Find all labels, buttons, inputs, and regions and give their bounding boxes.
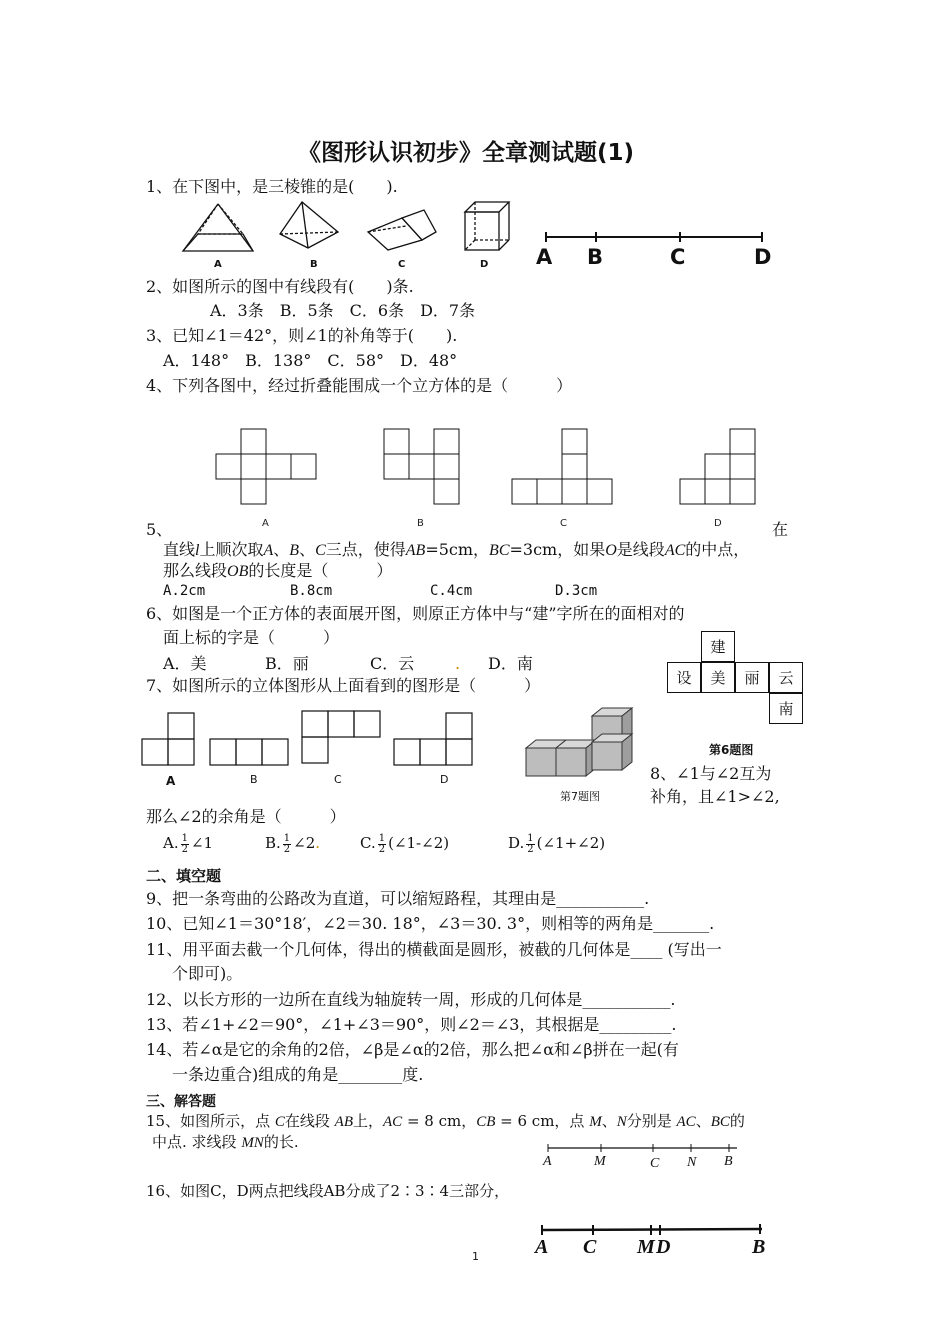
q5-var-ab: AB — [405, 542, 426, 559]
q5-text: 直线 — [163, 540, 196, 559]
q5-option-d: D.3cm — [555, 583, 598, 599]
option-letter: C. — [360, 834, 376, 852]
option-expr: ∠1 — [190, 834, 214, 852]
q4-cube-nets — [212, 428, 772, 508]
fraction-numerator: 1 — [283, 832, 291, 844]
q2-point-b: B — [587, 245, 604, 269]
option-letter: D. — [508, 834, 525, 852]
fraction-half — [283, 834, 291, 855]
section-2-heading: 二、填空题 — [146, 867, 222, 885]
view-a — [142, 713, 194, 765]
q16-point-b: B — [752, 1236, 766, 1258]
fraction-denominator: 2 — [527, 843, 534, 855]
q4-label-b: B — [417, 518, 424, 529]
question-4: 4、下列各图中，经过折叠能围成一个立方体的是（ ） — [146, 376, 573, 395]
figure-prism-c — [368, 210, 436, 250]
q5-text: 、 — [299, 540, 316, 559]
q4-label-a: A — [262, 518, 269, 529]
q7-label-a: A — [166, 774, 176, 788]
question-8-line3: 那么∠2的余角是（ ） — [146, 807, 346, 826]
fraction-numerator: 1 — [181, 832, 188, 844]
view-b — [210, 739, 288, 765]
q6-option-d: D．南 — [488, 654, 533, 673]
q2-point-c: C — [670, 245, 686, 269]
question-15-line1 — [146, 1111, 745, 1132]
question-7: 7、如图所示的立体图形从上面看到的图形是（ ） — [146, 676, 541, 695]
q5-var-bc: BC — [489, 542, 510, 559]
q6-option-a: A．美 — [163, 654, 207, 673]
q5-var-ob: OB — [227, 563, 249, 580]
q7-label-d: D — [440, 773, 449, 786]
net-cell-yun: 云 — [769, 662, 803, 693]
q1-label-a: A — [214, 259, 222, 270]
net-a — [216, 429, 316, 504]
option-letter: A. — [163, 834, 179, 852]
q5-option-a: A.2cm — [163, 583, 206, 599]
question-15-line2 — [152, 1132, 299, 1153]
net-d — [680, 429, 755, 504]
q15-text: 中点. 求线段 — [152, 1133, 242, 1151]
fraction-half — [378, 834, 386, 855]
net-c — [512, 429, 612, 504]
q15-text: 的长. — [263, 1133, 299, 1151]
q15-text: 、 — [601, 1112, 617, 1130]
q5-option-b: B.8cm — [290, 583, 333, 599]
fraction-denominator: 2 — [378, 843, 386, 855]
q15-point-c: C — [650, 1156, 660, 1171]
q15-text: 的 — [729, 1112, 745, 1130]
q15-var: C — [274, 1114, 285, 1130]
q4-label-d: D — [714, 518, 722, 529]
q15-var: AC — [676, 1114, 696, 1130]
q16-point-c: C — [583, 1236, 597, 1258]
q1-label-d: D — [480, 259, 489, 270]
q2-point-a: A — [536, 245, 553, 269]
q15-text: = 8 cm， — [402, 1112, 477, 1130]
stray-dot: . — [315, 834, 321, 852]
q1-label-b: B — [310, 259, 318, 270]
page-title: 《图形认识初步》全章测试题(1) — [298, 140, 635, 166]
q5-text: 、 — [273, 540, 290, 559]
q5-number: 5、 — [146, 520, 173, 539]
q15-text: 、 — [695, 1112, 711, 1130]
option-expr: (∠1+∠2) — [536, 834, 606, 852]
q5-option-c: C.4cm — [430, 583, 473, 599]
question-6-line2: 面上标的字是（ ） — [163, 628, 340, 647]
q5-var-a: A — [263, 542, 274, 559]
question-8-line2: 补角，且∠1>∠2, — [650, 787, 780, 806]
fraction-denominator: 2 — [181, 843, 188, 855]
q1-label-c: C — [398, 259, 406, 270]
q7-solid-figure — [524, 706, 639, 778]
fraction-denominator: 2 — [283, 843, 291, 855]
net-cell-nan: 南 — [769, 693, 803, 724]
q15-var: CB — [476, 1114, 496, 1130]
stray-dot: . — [455, 654, 461, 673]
q15-point-b: B — [724, 1154, 733, 1169]
q5-text: 那么线段 — [163, 561, 228, 580]
q15-var: MN — [241, 1135, 264, 1151]
q15-text: 分别是 — [626, 1112, 677, 1130]
q5-line1 — [163, 540, 749, 561]
net-cell-li: 丽 — [735, 662, 769, 693]
q15-var: M — [589, 1114, 602, 1130]
q5-text: 上顺次取 — [199, 540, 264, 559]
q5-text: 的中点， — [685, 540, 750, 559]
view-d — [394, 713, 472, 765]
q8-option-a — [163, 833, 213, 855]
q15-var: N — [616, 1114, 627, 1130]
q15-line-figure — [545, 1142, 745, 1156]
figure-pyramid-b — [280, 202, 338, 248]
fraction-numerator: 1 — [527, 832, 534, 844]
q4-label-c: C — [560, 518, 567, 529]
question-11-line1: 11、用平面去截一个几何体，得出的横截面是圆形，被截的几何体是____ (写出一 — [146, 940, 722, 959]
q5-var-l: l — [195, 542, 200, 559]
question-9: 9、把一条弯曲的公路改为直道，可以缩短路程，其理由是___________. — [146, 889, 650, 908]
question-8-line1: 8、∠1与∠2互为 — [650, 764, 772, 783]
question-11-line2: 个即可)。 — [172, 964, 243, 983]
q6-option-b: B．丽 — [265, 654, 309, 673]
q15-point-a: A — [543, 1154, 552, 1169]
q6-caption: 第6题图 — [709, 743, 754, 757]
q7-caption: 第7题图 — [560, 790, 600, 803]
q15-var: BC — [710, 1114, 730, 1130]
question-6-line1: 6、如图是一个正方体的表面展开图，则原正方体中与“建”字所在的面相对的 — [146, 604, 685, 623]
q15-text: 在线段 — [284, 1112, 335, 1130]
q5-var-ac: AC — [664, 542, 686, 559]
net-cell-jian: 建 — [701, 631, 735, 662]
q2-point-d: D — [754, 245, 772, 269]
q7-top-views — [140, 708, 480, 770]
option-letter: B. — [265, 834, 281, 852]
q15-var: AC — [383, 1114, 403, 1130]
question-3: 3、已知∠1＝42°，则∠1的补角等于( ). — [146, 326, 458, 345]
q8-option-c — [360, 833, 449, 855]
q2-options: A．3条 B．5条 C．6条 D．7条 — [210, 301, 476, 320]
q5-line2 — [163, 561, 392, 582]
q7-label-c: C — [334, 773, 342, 786]
section-3-heading: 三、解答题 — [146, 1094, 216, 1110]
fraction-numerator: 1 — [378, 832, 386, 844]
page-number: 1 — [472, 1250, 479, 1263]
q5-text: 是线段 — [616, 540, 665, 559]
question-13: 13、若∠1+∠2＝90°，∠1+∠3＝90°，则∠2＝∠3，其根据是_________. — [146, 1015, 677, 1034]
question-16: 16、如图C，D两点把线段AB分成了2∶3∶4三部分， — [146, 1182, 510, 1200]
q15-point-n: N — [687, 1155, 697, 1170]
q5-var-o: O — [605, 542, 617, 559]
q15-var: AB — [334, 1114, 353, 1130]
q3-options: A．148° B．138° C．58° D．48° — [163, 351, 458, 370]
q8-option-b — [265, 833, 320, 855]
fraction-half — [526, 834, 534, 855]
q16-point-a: A — [535, 1236, 549, 1258]
question-14-line2: 一条边重合)组成的角是________度. — [172, 1065, 424, 1084]
q5-text: =5cm， — [425, 540, 490, 559]
question-12: 12、以长方形的一边所在直线为轴旋转一周，形成的几何体是___________. — [146, 990, 676, 1009]
q5-var-c: C — [315, 542, 326, 559]
net-b — [384, 429, 459, 504]
question-2: 2、如图所示的图中有线段有( )条. — [146, 277, 414, 296]
option-expr: (∠1-∠2) — [388, 834, 450, 852]
q5-pre: 在 — [772, 520, 789, 539]
q15-text: 上， — [352, 1112, 383, 1130]
option-expr: ∠2 — [293, 834, 316, 852]
q16-point-m: M — [637, 1236, 655, 1258]
figure-cube-d — [465, 202, 509, 250]
fraction-half — [181, 834, 189, 855]
q5-text: 三点，使得 — [325, 540, 406, 559]
q15-text: = 6 cm，点 — [495, 1112, 590, 1130]
question-10: 10、已知∠1＝30°18′，∠2＝30. 18°，∠3＝30. 3°，则相等的两角是_______. — [146, 914, 715, 933]
net-cell-she: 设 — [667, 662, 701, 693]
question-14-line1: 14、若∠α是它的余角的2倍，∠β是∠α的2倍，那么把∠α和∠β拼在一起(有 — [146, 1040, 679, 1059]
q6-option-c: C．云 — [370, 654, 415, 673]
figure-pyramid-a — [183, 204, 253, 251]
net-cell-mei: 美 — [701, 662, 735, 693]
q8-option-d — [508, 833, 605, 855]
question-1: 1、在下图中，是三棱锥的是( ). — [146, 177, 398, 196]
q5-var-b: B — [289, 542, 300, 559]
q7-label-b: B — [250, 773, 258, 786]
q5-text: =3cm，如果 — [509, 540, 606, 559]
q1-figures — [180, 196, 520, 276]
q15-point-m: M — [594, 1154, 606, 1169]
q2-line-figure — [540, 228, 770, 248]
view-c — [302, 711, 380, 763]
q15-text: 15、如图所示，点 — [146, 1112, 275, 1130]
q16-point-d: D — [656, 1236, 671, 1258]
q5-text: 的长度是（ ） — [248, 561, 393, 580]
